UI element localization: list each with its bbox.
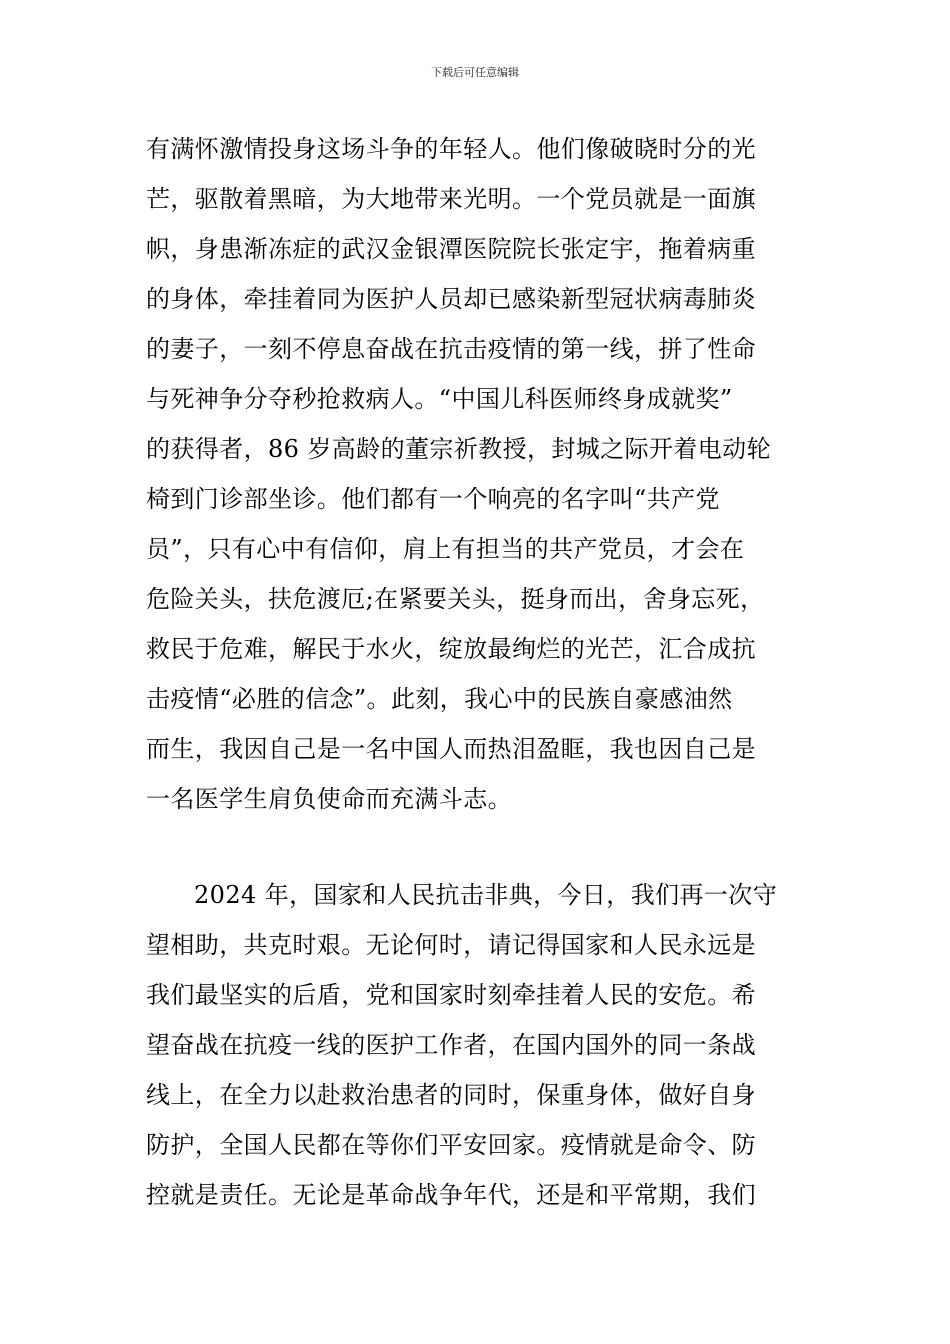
paragraph-2 xyxy=(146,870,806,1220)
text-line: 控就是责任。无论是革命战争年代，还是和平常期，我们 xyxy=(146,1181,756,1209)
text-line: 望奋战在抗疫一线的医护工作者，在国内国外的同一条战 xyxy=(146,1031,756,1059)
text-line: 芒，驱散着黑暗，为大地带来光明。一个党员就是一面旗 xyxy=(146,185,756,213)
text-line: 危险关头，扶危渡厄;在紧要关头，挺身而出，舍身忘死， xyxy=(146,585,765,613)
text-line: 帜，身患渐冻症的武汉金银潭医院院长张定宇，拖着病重 xyxy=(146,235,756,263)
text-line: 与死神争分夺秒抢救病人。“中国儿科医师终身成就奖” xyxy=(146,385,733,413)
text-line: 2024 年，国家和人民抗击非典，今日，我们再一次守 xyxy=(194,881,778,909)
text-line: 线上，在全力以赴救治患者的同时，保重身体，做好自身 xyxy=(146,1081,756,1109)
page-header: 下载后可任意编辑 xyxy=(431,66,519,79)
text-line: 我们最坚实的后盾，党和国家时刻牵挂着人民的安危。希 xyxy=(146,981,756,1009)
text-line: 的妻子，一刻不停息奋战在抗击疫情的第一线，拼了性命 xyxy=(146,335,756,363)
text-line: 击疫情“必胜的信念”。此刻，我心中的民族自豪感油然 xyxy=(146,685,733,713)
text-line: 防护，全国人民都在等你们平安回家。疫情就是命令、防 xyxy=(146,1131,756,1159)
text-line: 救民于危难，解民于水火，绽放最绚烂的光芒，汇合成抗 xyxy=(146,635,756,663)
text-line: 而生，我因自己是一名中国人而热泪盈眶，我也因自己是 xyxy=(146,735,756,763)
text-line: 椅到门诊部坐诊。他们都有一个响亮的名字叫“共产党 xyxy=(146,485,720,513)
paragraph-1 xyxy=(146,124,806,824)
text-line: 员”，只有心中有信仰，肩上有担当的共产党员，才会在 xyxy=(146,535,745,563)
text-line: 望相助，共克时艰。无论何时，请记得国家和人民永远是 xyxy=(146,931,756,959)
text-line: 的身体，牵挂着同为医护人员却已感染新型冠状病毒肺炎 xyxy=(146,285,756,313)
text-line: 有满怀激情投身这场斗争的年轻人。他们像破晓时分的光 xyxy=(146,135,756,163)
text-line: 的获得者，86 岁高龄的董宗祈教授，封城之际开着电动轮 xyxy=(146,435,771,463)
text-line: 一名医学生肩负使命而充满斗志。 xyxy=(146,785,512,813)
